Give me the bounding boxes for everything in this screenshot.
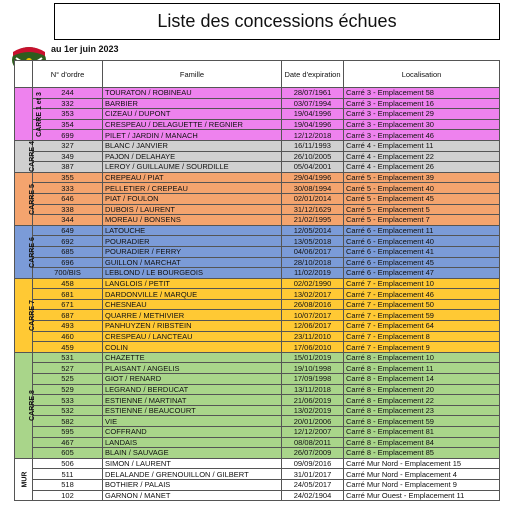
family-cell: TOURATON / ROBINEAU — [103, 88, 282, 99]
family-cell: CIZEAU / DUPONT — [103, 109, 282, 120]
location-cell: Carré 3 - Emplacement 30 — [344, 119, 500, 130]
concessions-table — [14, 60, 500, 501]
table-row — [15, 395, 500, 406]
location-cell: Carré 7 - Emplacement 59 — [344, 310, 500, 321]
order-number-cell: 244 — [33, 88, 103, 99]
expiration-date-cell: 21/02/1995 — [282, 215, 344, 226]
location-cell: Carré 7 - Emplacement 9 — [344, 342, 500, 353]
family-cell: LANGLOIS / PETIT — [103, 278, 282, 289]
expiration-date-cell: 12/12/2018 — [282, 130, 344, 141]
table-row — [15, 257, 500, 268]
location-cell: Carré 8 - Emplacement 11 — [344, 363, 500, 374]
expiration-date-cell: 12/06/2017 — [282, 321, 344, 332]
table-row — [15, 215, 500, 226]
location-cell: Carré 8 - Emplacement 10 — [344, 352, 500, 363]
report-date: au 1er juin 2023 — [51, 44, 119, 54]
table-row — [15, 172, 500, 183]
table-row — [15, 289, 500, 300]
family-cell: COFFRAND — [103, 427, 282, 438]
table-row — [15, 183, 500, 194]
order-number-cell: 582 — [33, 416, 103, 427]
expiration-date-cell: 26/10/2005 — [282, 151, 344, 162]
order-number-cell: 506 — [33, 458, 103, 469]
table-row — [15, 458, 500, 469]
expiration-date-cell: 28/10/2018 — [282, 257, 344, 268]
group-header — [15, 61, 33, 88]
order-number-cell: 687 — [33, 310, 103, 321]
family-cell: BOTHIER / PALAIS — [103, 479, 282, 490]
group-label-cell — [15, 88, 43, 141]
family-cell: DUBOIS / LAURENT — [103, 204, 282, 215]
order-number-cell: 102 — [33, 490, 103, 501]
location-cell: Carré 7 - Emplacement 64 — [344, 321, 500, 332]
family-cell: LANDAIS — [103, 437, 282, 448]
order-number-cell: 518 — [33, 479, 103, 490]
location-cell: Carré 5 - Emplacement 45 — [344, 193, 500, 204]
expiration-date-cell: 24/02/1904 — [282, 490, 344, 501]
group-label-cell — [15, 172, 36, 225]
order-number-cell: 332 — [33, 98, 103, 109]
family-cell: LATOUCHE — [103, 225, 282, 236]
order-number-cell: 387 — [33, 162, 103, 173]
location-cell: Carré 8 - Emplacement 85 — [344, 448, 500, 459]
expiration-date-cell: 19/10/1998 — [282, 363, 344, 374]
table-row — [15, 427, 500, 438]
table-row — [15, 130, 500, 141]
col-header-order: N° d'ordre — [33, 61, 103, 88]
family-cell: PILET / JARDIN / MANACH — [103, 130, 282, 141]
table-row — [15, 342, 500, 353]
col-header-location: Localisation — [344, 61, 500, 88]
family-cell: ESTIENNE / MARTINAT — [103, 395, 282, 406]
group-label-cell — [15, 225, 36, 278]
group-2 — [15, 140, 500, 172]
table-header-row — [15, 61, 500, 88]
location-cell: Carré 6 - Emplacement 41 — [344, 246, 500, 257]
order-number-cell: 671 — [33, 299, 103, 310]
location-cell: Carré 3 - Emplacement 58 — [344, 88, 500, 99]
expiration-date-cell: 15/01/2019 — [282, 352, 344, 363]
group-label-cell — [15, 278, 36, 352]
location-cell: Carré 7 - Emplacement 46 — [344, 289, 500, 300]
expiration-date-cell: 21/06/2019 — [282, 395, 344, 406]
family-cell: DARDONVILLE / MARQUE — [103, 289, 282, 300]
order-number-cell: 533 — [33, 395, 103, 406]
expiration-date-cell: 19/04/1996 — [282, 119, 344, 130]
order-number-cell: 355 — [33, 172, 103, 183]
order-number-cell: 692 — [33, 236, 103, 247]
family-cell: CHAZETTE — [103, 352, 282, 363]
location-cell: Carré 6 - Emplacement 47 — [344, 268, 500, 279]
order-number-cell: 349 — [33, 151, 103, 162]
table-row — [15, 278, 500, 289]
order-number-cell: 681 — [33, 289, 103, 300]
family-cell: VIE — [103, 416, 282, 427]
group-label-cell — [15, 352, 36, 458]
order-number-cell: 685 — [33, 246, 103, 257]
expiration-date-cell: 13/02/2019 — [282, 405, 344, 416]
expiration-date-cell: 02/01/2014 — [282, 193, 344, 204]
order-number-cell: 327 — [33, 140, 103, 151]
page-title — [54, 3, 500, 40]
order-number-cell: 338 — [33, 204, 103, 215]
expiration-date-cell: 11/02/2019 — [282, 268, 344, 279]
group-label-cell — [15, 458, 33, 500]
group-label: CARRE 5 — [28, 183, 36, 215]
expiration-date-cell: 24/05/2017 — [282, 479, 344, 490]
order-number-cell: 696 — [33, 257, 103, 268]
group-1 — [15, 88, 500, 141]
table-row — [15, 119, 500, 130]
table-row — [15, 162, 500, 173]
table-row — [15, 384, 500, 395]
table-row — [15, 225, 500, 236]
table-row — [15, 437, 500, 448]
order-number-cell: 595 — [33, 427, 103, 438]
table-row — [15, 416, 500, 427]
table-row — [15, 268, 500, 279]
location-cell: Carré 8 - Emplacement 84 — [344, 437, 500, 448]
family-cell: LEROY / GUILLAUME / SOURDILLE — [103, 162, 282, 173]
location-cell: Carré 5 - Emplacement 39 — [344, 172, 500, 183]
location-cell: Carré 8 - Emplacement 14 — [344, 374, 500, 385]
table-row — [15, 490, 500, 501]
table-row — [15, 98, 500, 109]
family-cell: BARBIER — [103, 98, 282, 109]
expiration-date-cell: 23/11/2010 — [282, 331, 344, 342]
location-cell: Carré 5 - Emplacement 5 — [344, 204, 500, 215]
family-cell: SIMON / LAURENT — [103, 458, 282, 469]
expiration-date-cell: 13/11/2018 — [282, 384, 344, 395]
group-6 — [15, 352, 500, 458]
family-cell: CREPEAU / PIAT — [103, 172, 282, 183]
order-number-cell: 511 — [33, 469, 103, 480]
location-cell: Carré 7 - Emplacement 50 — [344, 299, 500, 310]
family-cell: PIAT / FOULON — [103, 193, 282, 204]
expiration-date-cell: 28/07/1961 — [282, 88, 344, 99]
location-cell: Carré Mur Nord - Emplacement 4 — [344, 469, 500, 480]
group-label-cell — [15, 140, 36, 173]
expiration-date-cell: 12/05/2014 — [282, 225, 344, 236]
group-label: CARRE 4 — [28, 141, 36, 173]
family-cell: CRESPEAU / LANCTEAU — [103, 331, 282, 342]
family-cell: COLIN — [103, 342, 282, 353]
expiration-date-cell: 04/06/2017 — [282, 246, 344, 257]
expiration-date-cell: 30/08/1994 — [282, 183, 344, 194]
group-7 — [15, 458, 500, 500]
expiration-date-cell: 26/08/2016 — [282, 299, 344, 310]
expiration-date-cell: 13/05/2018 — [282, 236, 344, 247]
order-number-cell: 529 — [33, 384, 103, 395]
expiration-date-cell: 13/02/2017 — [282, 289, 344, 300]
expiration-date-cell: 20/01/2006 — [282, 416, 344, 427]
group-label: CARRE 8 — [28, 390, 36, 422]
expiration-date-cell: 02/02/1990 — [282, 278, 344, 289]
family-cell: POURADIER / FERRY — [103, 246, 282, 257]
table-row — [15, 204, 500, 215]
order-number-cell: 649 — [33, 225, 103, 236]
order-number-cell: 493 — [33, 321, 103, 332]
order-number-cell: 344 — [33, 215, 103, 226]
order-number-cell: 646 — [33, 193, 103, 204]
order-number-cell: 353 — [33, 109, 103, 120]
expiration-date-cell: 17/09/1998 — [282, 374, 344, 385]
table-row — [15, 363, 500, 374]
table-row — [15, 331, 500, 342]
expiration-date-cell: 03/07/1994 — [282, 98, 344, 109]
location-cell: Carré 8 - Emplacement 59 — [344, 416, 500, 427]
order-number-cell: 699 — [33, 130, 103, 141]
family-cell: DELALANDE / GRENOUILLON / GILBERT — [103, 469, 282, 480]
table-row — [15, 321, 500, 332]
order-number-cell: 460 — [33, 331, 103, 342]
table-row — [15, 246, 500, 257]
location-cell: Carré 6 - Emplacement 11 — [344, 225, 500, 236]
location-cell: Carré 8 - Emplacement 23 — [344, 405, 500, 416]
expiration-date-cell: 31/01/2017 — [282, 469, 344, 480]
order-number-cell: 333 — [33, 183, 103, 194]
location-cell: Carré 5 - Emplacement 7 — [344, 215, 500, 226]
location-cell: Carré 4 - Emplacement 11 — [344, 140, 500, 151]
family-cell: QUARRE / METHIVIER — [103, 310, 282, 321]
expiration-date-cell: 16/11/1993 — [282, 140, 344, 151]
location-cell: Carré Mur Ouest - Emplacement 11 — [344, 490, 500, 501]
location-cell: Carré 3 - Emplacement 46 — [344, 130, 500, 141]
location-cell: Carré Mur Nord - Emplacement 9 — [344, 479, 500, 490]
location-cell: Carré 7 - Emplacement 8 — [344, 331, 500, 342]
location-cell: Carré 3 - Emplacement 29 — [344, 109, 500, 120]
expiration-date-cell: 08/08/2011 — [282, 437, 344, 448]
group-4 — [15, 225, 500, 278]
expiration-date-cell: 05/04/2001 — [282, 162, 344, 173]
family-cell: BLAIN / SAUVAGE — [103, 448, 282, 459]
expiration-date-cell: 09/09/2016 — [282, 458, 344, 469]
table-row — [15, 479, 500, 490]
family-cell: PELLETIER / CREPEAU — [103, 183, 282, 194]
order-number-cell: 700/BIS — [33, 268, 103, 279]
group-label: CARRE 6 — [28, 236, 36, 268]
family-cell: BLANC / JANVIER — [103, 140, 282, 151]
expiration-date-cell: 10/07/2017 — [282, 310, 344, 321]
order-number-cell: 458 — [33, 278, 103, 289]
order-number-cell: 527 — [33, 363, 103, 374]
family-cell: CHESNEAU — [103, 299, 282, 310]
col-header-family: Famille — [103, 61, 282, 88]
table-row — [15, 140, 500, 151]
location-cell: Carré 4 - Emplacement 22 — [344, 151, 500, 162]
order-number-cell: 525 — [33, 374, 103, 385]
group-5 — [15, 278, 500, 352]
location-cell: Carré 6 - Emplacement 45 — [344, 257, 500, 268]
family-cell: PLAISANT / ANGELIS — [103, 363, 282, 374]
location-cell: Carré 5 - Emplacement 40 — [344, 183, 500, 194]
location-cell: Carré 8 - Emplacement 81 — [344, 427, 500, 438]
table-row — [15, 448, 500, 459]
table-row — [15, 299, 500, 310]
location-cell: Carré 3 - Emplacement 16 — [344, 98, 500, 109]
table-row — [15, 88, 500, 99]
location-cell: Carré 7 - Emplacement 10 — [344, 278, 500, 289]
location-cell: Carré 4 - Emplacement 26 — [344, 162, 500, 173]
page-title-text: Liste des concessions échues — [157, 11, 397, 31]
table-row — [15, 310, 500, 321]
table-row — [15, 469, 500, 480]
location-cell: Carré Mur Nord - Emplacement 15 — [344, 458, 500, 469]
family-cell: CRESPEAU / DELAGUETTE / REGNIER — [103, 119, 282, 130]
order-number-cell: 531 — [33, 352, 103, 363]
table-row — [15, 151, 500, 162]
family-cell: MOREAU / BONSENS — [103, 215, 282, 226]
expiration-date-cell: 17/06/2010 — [282, 342, 344, 353]
expiration-date-cell: 31/12/1629 — [282, 204, 344, 215]
family-cell: PAJON / DELAHAYE — [103, 151, 282, 162]
order-number-cell: 354 — [33, 119, 103, 130]
table-row — [15, 352, 500, 363]
expiration-date-cell: 12/12/2007 — [282, 427, 344, 438]
table-row — [15, 405, 500, 416]
table-row — [15, 236, 500, 247]
family-cell: PANHUYZEN / RIBSTEIN — [103, 321, 282, 332]
family-cell: ESTIENNE / BEAUCOURT — [103, 405, 282, 416]
expiration-date-cell: 19/04/1996 — [282, 109, 344, 120]
location-cell: Carré 8 - Emplacement 20 — [344, 384, 500, 395]
family-cell: POURADIER — [103, 236, 282, 247]
location-cell: Carré 8 - Emplacement 22 — [344, 395, 500, 406]
order-number-cell: 605 — [33, 448, 103, 459]
col-header-expiration: Date d'expiration — [282, 61, 344, 88]
location-cell: Carré 6 - Emplacement 40 — [344, 236, 500, 247]
family-cell: GIOT / RENARD — [103, 374, 282, 385]
family-cell: GARNON / MANET — [103, 490, 282, 501]
table-row — [15, 374, 500, 385]
family-cell: LEGRAND / BERDUCAT — [103, 384, 282, 395]
table-row — [15, 193, 500, 204]
family-cell: LEBLOND / LE BOURGEOIS — [103, 268, 282, 279]
family-cell: GUILLON / MARCHAT — [103, 257, 282, 268]
group-label: CARRE 1 et 3 — [35, 92, 43, 137]
order-number-cell: 459 — [33, 342, 103, 353]
group-label: MUR — [21, 471, 29, 488]
expiration-date-cell: 29/04/1996 — [282, 172, 344, 183]
order-number-cell: 467 — [33, 437, 103, 448]
expiration-date-cell: 26/07/2009 — [282, 448, 344, 459]
table-row — [15, 109, 500, 120]
order-number-cell: 532 — [33, 405, 103, 416]
group-3 — [15, 172, 500, 225]
group-label: CARRE 7 — [28, 300, 36, 332]
